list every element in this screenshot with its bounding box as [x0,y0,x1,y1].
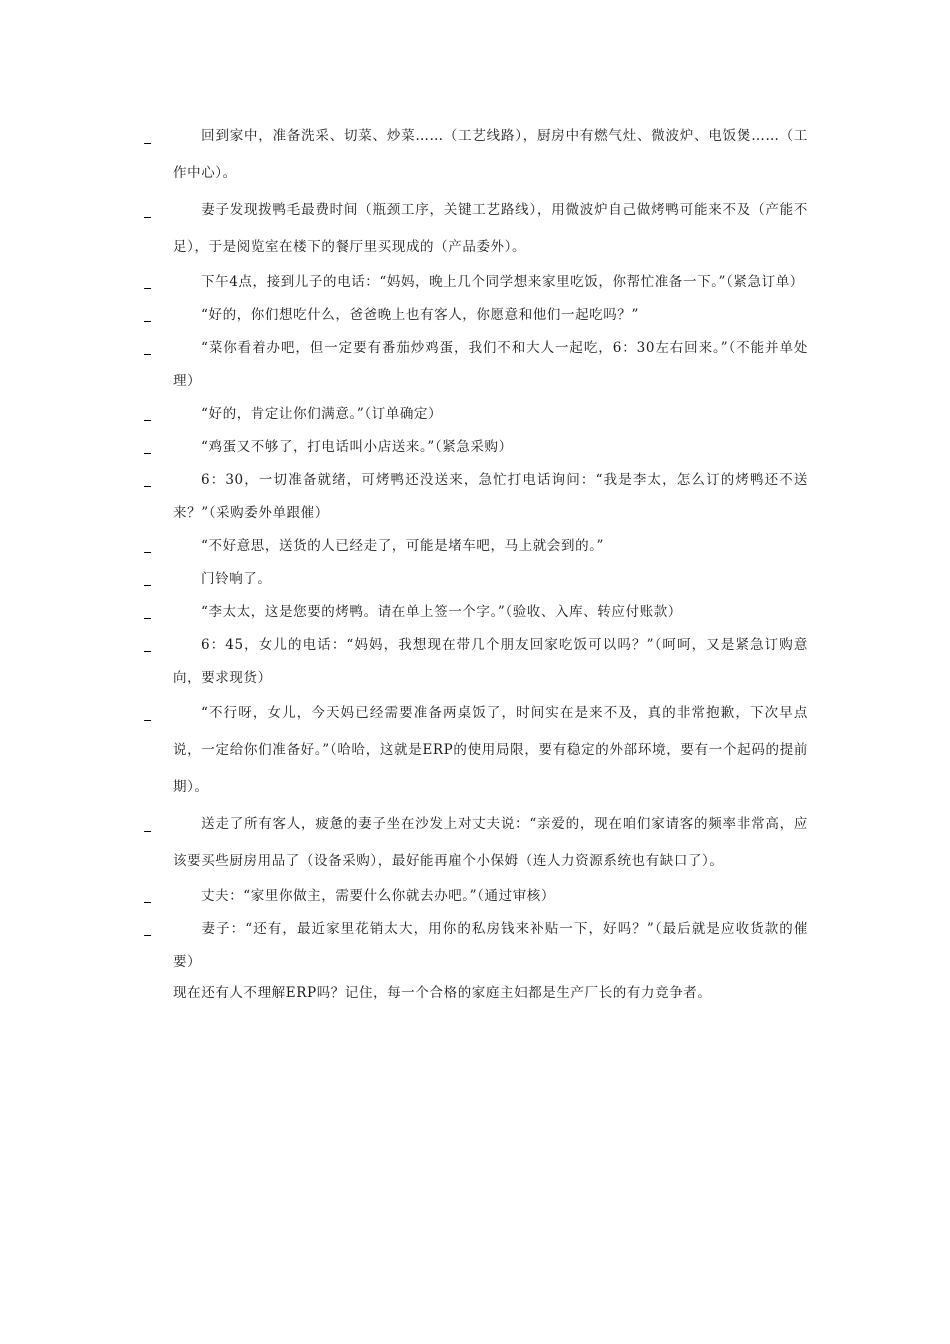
paragraph-text: “好的，肯定让你们满意。”（订单确定） [201,406,443,422]
bullet-marker [144,563,152,596]
bullet-marker [144,806,152,843]
paragraph-text: 下午4点，接到儿子的电话：“妈妈，晚上几个同学想来家里吃饭，你帮忙准备一下。”（紧急订单） [201,274,804,290]
bullet-marker [144,332,152,365]
paragraph-text: 6：30，一切准备就绪，可烤鸭还没送来，急忙打电话询问：“我是李太，怎么订的烤鸭还不送来？”（采购委外单跟催） [173,472,808,521]
bullet-marker [144,629,152,662]
bullet-marker [144,192,152,229]
paragraph-text: 妻子：“还有，最近家里花销太大，用你的私房钱来补贴一下，好吗？”（最后就是应收货款的催要） [173,921,808,970]
paragraph-text: “好的，你们想吃什么，爸爸晚上也有客人，你愿意和他们一起吃吗？” [201,307,640,323]
bullet-marker [144,398,152,431]
paragraph [173,880,808,913]
bullet-marker [144,299,152,332]
paragraph [173,913,808,979]
paragraph-text: “不行呀，女儿，今天妈已经需要准备两桌饭了，时间实在是来不及，真的非常抱歉，下次早点说，一定给你们准备好。”（哈哈，这就是ERP的使用局限，要有稳定的外部环境，要有一个起码的提前期）。 [173,705,808,795]
paragraph-text: 门铃响了。 [201,571,272,587]
bullet-marker [144,431,152,464]
paragraph [173,299,808,332]
paragraph [173,629,808,695]
bullet-marker [144,913,152,946]
paragraph-text: “不好意思，送货的人已经走了，可能是堵车吧，马上就会到的。” [201,538,605,554]
paragraph [173,695,808,806]
paragraph-text: “李太太，这是您要的烤鸭。请在单上签一个字。”（验收、入库、转应付账款） [201,604,682,620]
bullet-marker [144,118,152,155]
paragraph-text: 回到家中，准备洗采、切菜、炒菜……（工艺线路），厨房中有燃气灶、微波炉、电饭煲……（工作中心）。 [173,128,808,181]
paragraph [173,596,808,629]
paragraph [173,530,808,563]
paragraph-text: 丈夫：“家里你做主，需要什么你就去办吧。”（通过审核） [201,888,556,904]
bullet-marker [144,596,152,629]
paragraph [173,563,808,596]
paragraph-text: 妻子发现拨鸭毛最费时间（瓶颈工序，关键工艺路线），用微波炉自己做烤鸭可能来不及（产能不足），于是阅览室在楼下的餐厅里买现成的（产品委外）。 [173,202,808,255]
paragraph [173,806,808,880]
paragraph [173,431,808,464]
bullet-marker [144,464,152,497]
bullet-marker [144,880,152,913]
paragraph [173,332,808,398]
paragraph-text: “菜你看着办吧，但一定要有番茄炒鸡蛋，我们不和大人一起吃，6：30左右回来。”（不能并单处理） [173,340,808,389]
paragraph-text: 送走了所有客人，疲惫的妻子坐在沙发上对丈夫说：“亲爱的，现在咱们家请客的频率非常高，应该要买些厨房用品了（设备采购），最好能再雇个小保姆（连人力资源系统也有缺口了）。 [173,816,808,869]
paragraph [173,118,808,192]
bullet-marker [144,695,152,732]
paragraph [173,266,808,299]
closing-paragraph: 现在还有人不理解ERP吗？记住，每一个合格的家庭主妇都是生产厂长的有力竞争者。 [173,985,712,1001]
bullet-marker [144,266,152,299]
paragraph [173,192,808,266]
paragraph [173,464,808,530]
paragraph [173,398,808,431]
paragraph-text: “鸡蛋又不够了，打电话叫小店送来。”（紧急采购） [201,439,513,455]
bullet-marker [144,530,152,563]
paragraph-text: 6：45，女儿的电话：“妈妈，我想现在带几个朋友回家吃饭可以吗？”（呵呵，又是紧急订购意向，要求现货） [173,637,808,686]
